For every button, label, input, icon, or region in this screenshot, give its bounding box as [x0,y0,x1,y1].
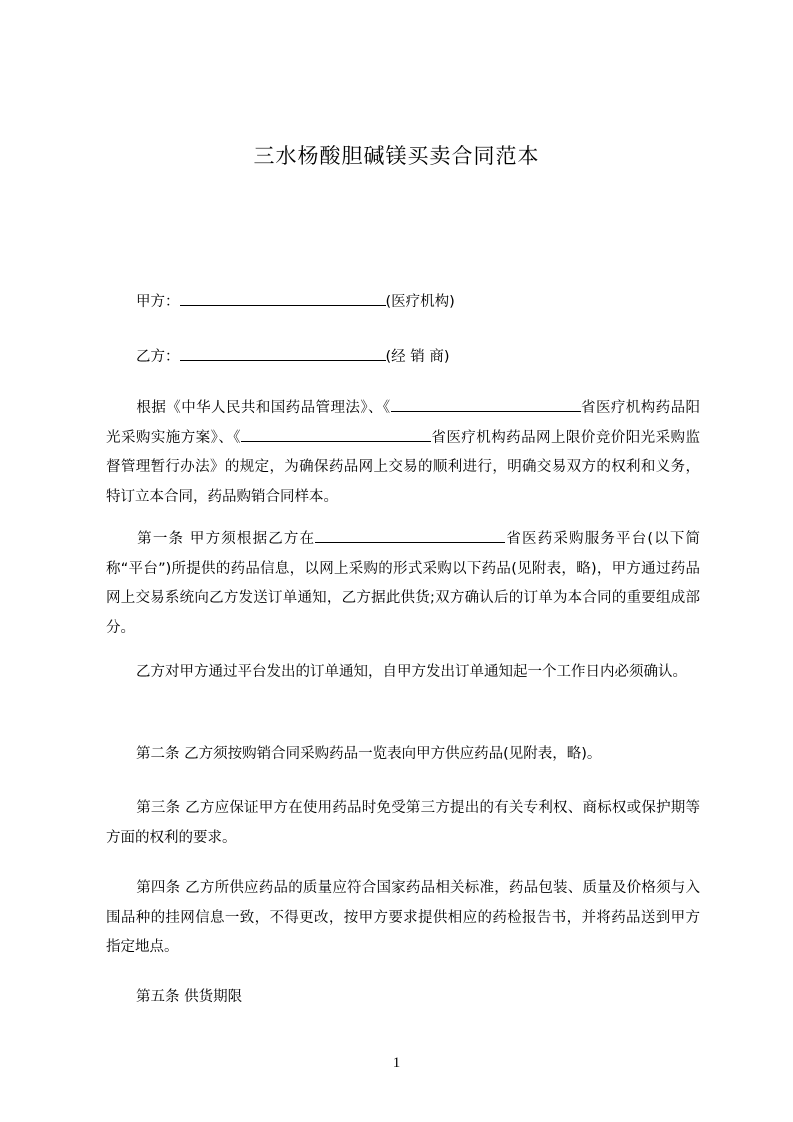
document-title: 三水杨酸胆碱镁买卖合同范本 [253,144,540,168]
article-5-heading [106,983,700,1013]
article-1-text-1: 第一条 甲方须根据乙方在 [136,531,316,547]
page-number: 1 [392,1055,401,1071]
article-1-paragraph [106,525,700,643]
preamble-text-2: 省医疗机构药品阳光采购实施方案》、《 [106,400,701,446]
article-1-text-2: 省医药采购服务平台(以下简称“平台”)所提供的药品信息，以网上采购的形式采购以下药品(见附表，略)，甲方通过药品网上交易系统向乙方发送订单通知，乙方据此供货;双方确认后的订单为本合同的重要组成部分。 [106,531,701,636]
party-b-line [136,345,450,366]
article-2-paragraph [106,740,700,770]
article-1-blank [315,528,505,543]
article-5-text: 第五条 供货期限 [136,989,243,1005]
preamble-blank-2 [241,427,431,442]
article-1-confirm-paragraph [106,658,700,688]
article-3-text: 第三条 乙方应保证甲方在使用药品时免受第三方提出的有关专利权、商标权或保护期等方面的权利的要求。 [106,800,700,846]
article-1-confirm-text: 乙方对甲方通过平台发出的订单通知，自甲方发出订单通知起一个工作日内必须确认。 [136,664,687,680]
party-b-label: 乙方： [136,349,180,365]
article-4-text: 第四条 乙方所供应药品的质量应符合国家药品相关标准，药品包装、质量及价格须与入围品种的挂网信息一致，不得更改，按甲方要求提供相应的药检报告书，并将药品送到甲方指定地点。 [106,880,700,955]
preamble-paragraph [106,394,700,512]
article-3-paragraph [106,794,700,853]
party-b-suffix: (经 销 商) [385,349,450,365]
article-2-text: 第二条 乙方须按购销合同采购药品一览表向甲方供应药品(见附表，略)。 [136,746,602,762]
preamble-blank-1 [391,397,581,412]
article-4-paragraph [106,874,700,963]
party-b-blank [180,346,386,361]
party-a-suffix: (医疗机构) [385,294,455,310]
party-a-blank [180,291,386,306]
preamble-text-1: 根据《中华人民共和国药品管理法》、《 [136,400,391,416]
party-a-line [136,290,455,311]
preamble-text-3: 省医疗机构药品网上限价竞价阳光采购监督管理暂行办法》的规定，为确保药品网上交易的顺利进行，明确交易双方的权利和义务，特订立本合同，药品购销合同样本。 [106,429,701,505]
party-a-label: 甲方： [136,294,180,310]
